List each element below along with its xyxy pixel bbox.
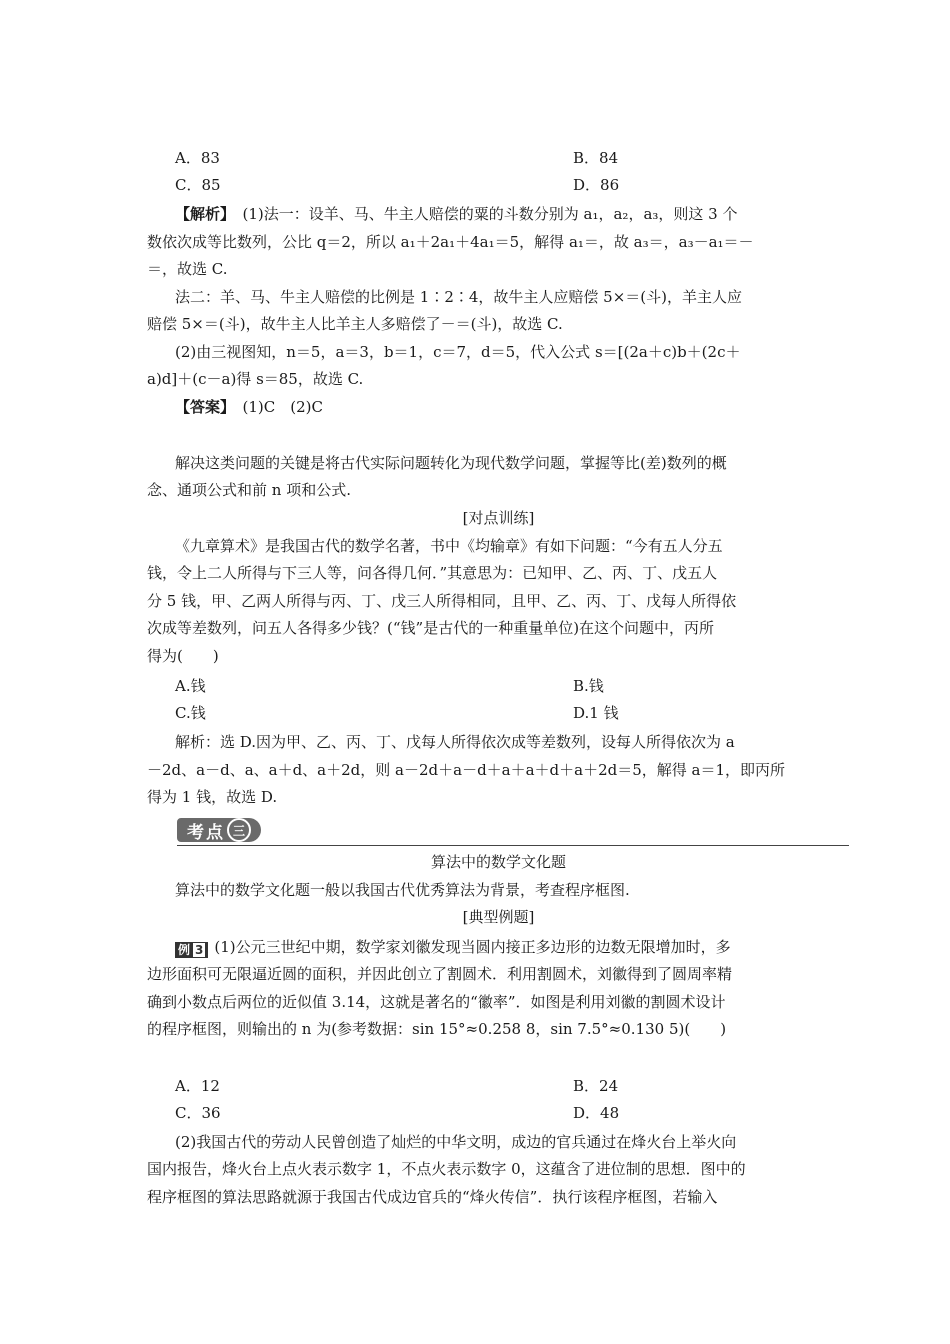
solution-line-7: a)d]＋(c－a)得 s＝85，故选 C. [147, 370, 364, 388]
training-solution-1: 解析：选 D.因为甲、乙、丙、丁、戊每人所得依次成等差数列，设每人所得依次为 a [175, 733, 735, 751]
training-line-2: 钱，令上二人所得与下三人等，问各得几何．”其意思为：已知甲、乙、丙、丁、戊五人 [147, 564, 718, 582]
training-heading: [对点训练] [462, 509, 535, 527]
training-option-a: A.钱 [175, 677, 206, 695]
example3-part2-line-3: 程序框图的算法思路就源于我国古代成边官兵的“烽火传信”．执行该程序框图，若输入 [147, 1188, 718, 1206]
section-badge-text: 考点 [187, 822, 225, 843]
example3-option-d: D．48 [573, 1104, 620, 1122]
option-d: D．86 [573, 176, 620, 194]
example3-option-c: C．36 [175, 1104, 221, 1122]
example3-line-4: 的程序框图，则输出的 n 为(参考数据：sin 15°≈0.258 8，sin 7.5°≈0.130 5)( ) [147, 1020, 727, 1038]
solution-line-3: ＝，故选 C. [147, 260, 228, 278]
training-line-3: 分 5 钱，甲、乙两人所得与丙、丁、戊三人所得相同，且甲、乙、丙、丁、戊每人所得依 [147, 592, 737, 610]
answer-line [175, 397, 323, 417]
training-option-d: D.1 钱 [573, 704, 619, 722]
solution-line-6: (2)由三视图知，n＝5，a＝3，b＝1，c＝7，d＝5，代入公式 s＝[(2a＋c)b＋(2c＋ [175, 343, 741, 361]
solution-line-1 [175, 204, 737, 224]
solution-label: 【解析】 [175, 205, 228, 223]
option-c: C．85 [175, 176, 221, 194]
answer-label: 【答案】 [175, 398, 228, 416]
section-badge [177, 818, 261, 842]
answer-text: (1)C (2)C [227, 398, 323, 416]
example-heading: [典型例题] [462, 908, 535, 926]
example-tag: 例 3 [175, 942, 208, 958]
section-title: 算法中的数学文化题 [430, 853, 566, 871]
training-option-b: B.钱 [573, 677, 604, 695]
training-line-5: 得为( ) [147, 647, 219, 665]
example3-line-1: 例 3 (1)公元三世纪中期，数学家刘徽发现当圆内接正多边形的边数无限增加时，多 [175, 937, 731, 958]
section-badge-number: 三 [227, 818, 251, 842]
training-solution-2: －2d、a－d、a、a＋d、a＋2d，则 a－2d＋a－d＋a＋a＋d＋a＋2d＝5，解得 a＝1，即丙所 [147, 761, 786, 779]
solution-line-2: 数依次成等比数列，公比 q＝2，所以 a₁＋2a₁＋4a₁＝5，解得 a₁＝，故 a₃＝，a₃－a₁＝－ [147, 233, 754, 251]
example3-line-3: 确到小数点后两位的近似值 3.14，这就是著名的“徽率”．如图是利用刘徽的割圆术设计 [147, 993, 726, 1011]
example3-option-b: B．24 [573, 1077, 619, 1095]
section-intro: 算法中的数学文化题一般以我国古代优秀算法为背景，考查程序框图. [175, 881, 630, 899]
example3-option-a: A．12 [175, 1077, 220, 1095]
training-solution-3: 得为 1 钱，故选 D. [147, 788, 278, 806]
summary-line-1: 解决这类问题的关键是将古代实际问题转化为现代数学问题，掌握等比(差)数列的概 [175, 454, 727, 472]
solution-line-5: 赔偿 5×＝(斗)，故牛主人比羊主人多赔偿了－＝(斗)，故选 C. [147, 315, 563, 333]
example3-part2-line-1: (2)我国古代的劳动人民曾创造了灿烂的中华文明，成边的官兵通过在烽火台上举火向 [175, 1133, 737, 1151]
training-line-4: 次成等差数列，问五人各得多少钱？(“钱”是古代的一种重量单位)在这个问题中，丙所 [147, 619, 715, 637]
training-line-1: 《九章算术》是我国古代的数学名著，书中《均输章》有如下问题：“今有五人分五 [175, 537, 723, 555]
example3-part2-line-2: 国内报告，烽火台上点火表示数字 1，不点火表示数字 0，这蕴含了进位制的思想．图中的 [147, 1160, 746, 1178]
training-option-c: C.钱 [175, 704, 206, 722]
section-divider [177, 845, 849, 846]
summary-line-2: 念、通项公式和前 n 项和公式. [147, 481, 351, 499]
option-b: B．84 [573, 149, 619, 167]
example3-line-2: 边形面积可无限逼近圆的面积，并因此创立了割圆术．利用割圆术，刘徽得到了圆周率精 [147, 965, 733, 983]
solution-text: (1)法一：设羊、马、牛主人赔偿的粟的斗数分别为 a₁，a₂，a₃，则这 3 个 [227, 205, 738, 223]
option-a: A．83 [175, 149, 220, 167]
solution-line-4: 法二：羊、马、牛主人赔偿的比例是 1∶2∶4，故牛主人应赔偿 5×＝(斗)，羊主人应 [175, 288, 742, 306]
